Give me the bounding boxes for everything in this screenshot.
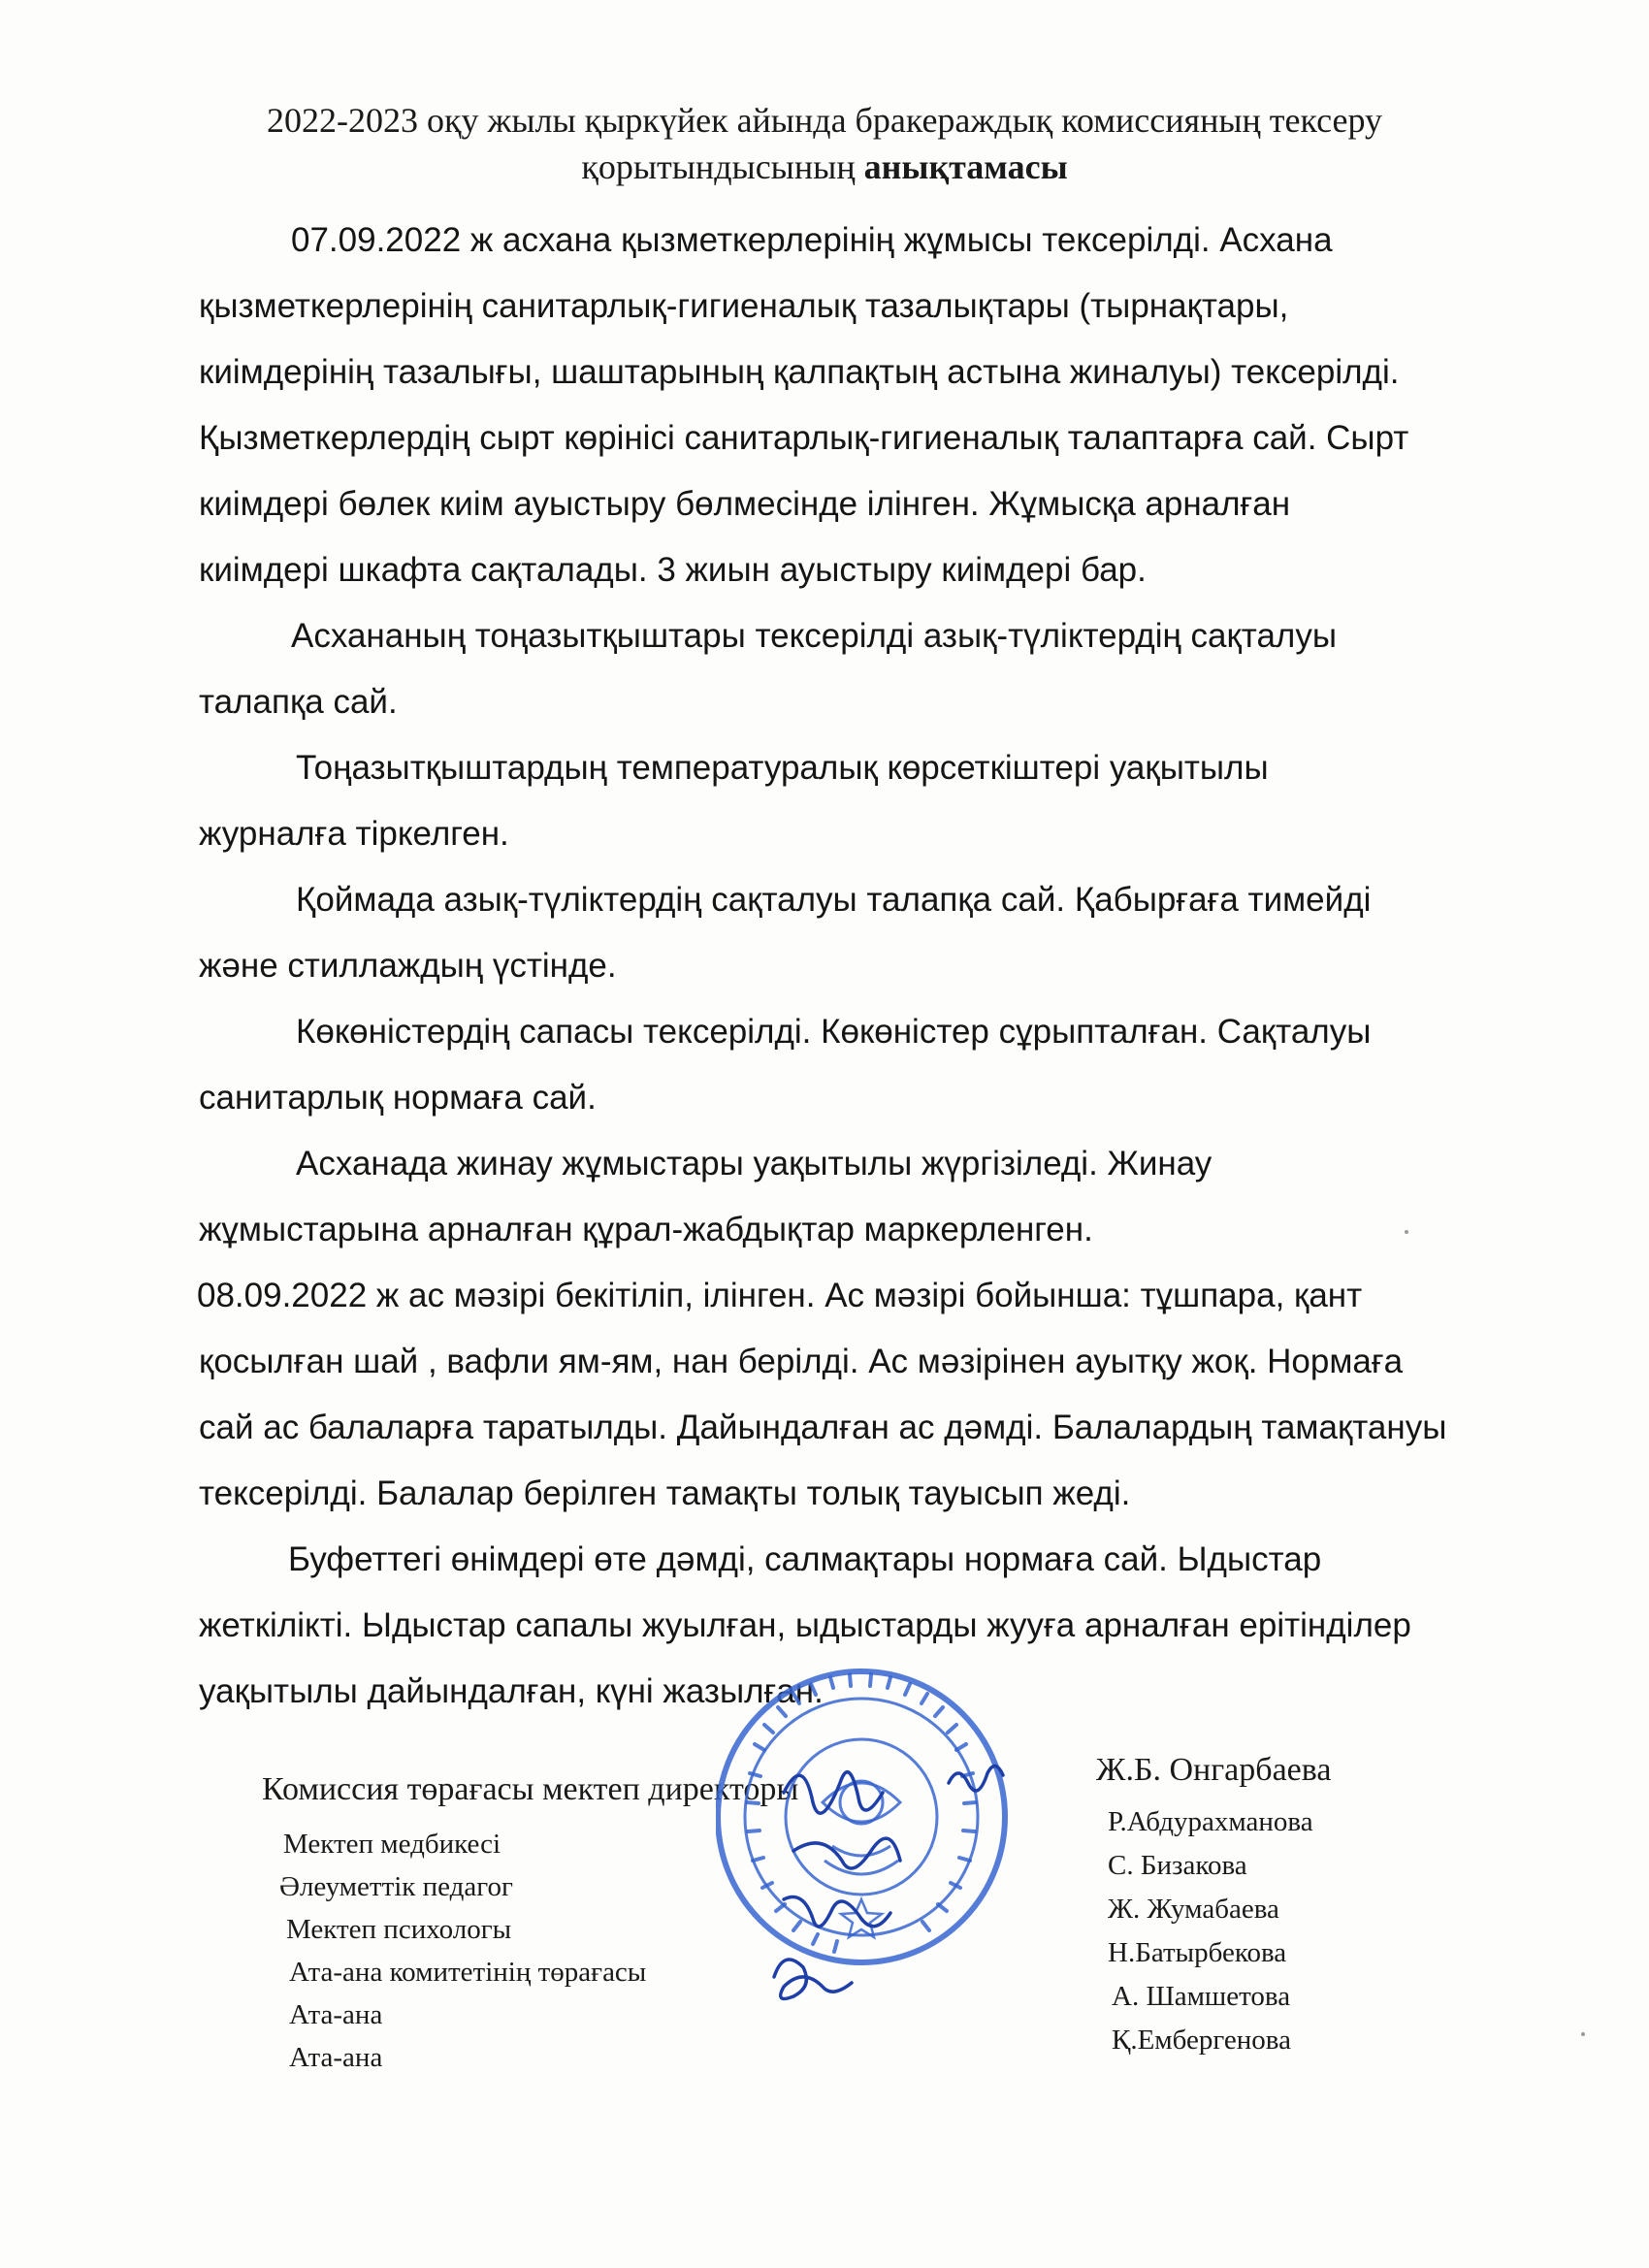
body-line: Тоңазытқыштардың температуралық көрсеткіштері уақытылы	[296, 749, 1269, 787]
signature-name: Ж.Б. Онгарбаева	[1096, 1752, 1332, 1788]
stamp-seal-icon	[716, 1657, 1036, 2025]
body-line: Көкөністердің сапасы тексерілді. Көкөністер сұрыпталған. Сақталуы	[296, 1013, 1372, 1051]
body-line: Асхананың тоңазытқыштары тексерілді азық-түліктердің сақталуы	[291, 617, 1337, 655]
body-line: киімдері шкафта сақталады. 3 жиын ауыстыру киімдері бар.	[199, 551, 1147, 589]
signature-name: Қ.Ембергенова	[1112, 2025, 1291, 2056]
signature-role: Мектеп психологы	[286, 1914, 512, 1945]
signature-role: Ата-ана	[289, 1999, 383, 2030]
body-line: жұмыстарына арналған құрал-жабдықтар маркерленген.	[199, 1211, 1093, 1248]
signature-name: С. Бизакова	[1108, 1850, 1247, 1881]
body-line: қызметкерлерінің санитарлық-гигиеналық тазалықтары (тырнақтары,	[199, 287, 1289, 325]
body-line: журналға тіркелген.	[199, 815, 509, 853]
signature-role: Комиссия төрағасы мектеп директоры	[262, 1771, 799, 1807]
signature-role: Ата-ана	[289, 2042, 383, 2073]
body-line: жеткілікті. Ыдыстар сапалы жуылған, ыдыстарды жууға арналған ерітінділер	[199, 1606, 1411, 1644]
body-line: талапқа сай.	[199, 683, 398, 721]
body-line: Қоймада азық-түліктердің сақталуы талапқа сай. Қабырғаға тимейді	[296, 881, 1372, 919]
body-line: қосылған шай , вафли ям-ям, нан берілді. Ас мәзірінен ауытқу жоқ. Нормаға	[199, 1343, 1404, 1380]
body-line: Асханада жинау жұмыстары уақытылы жүргізіледі. Жинау	[296, 1145, 1212, 1183]
signature-role: Әлеуметтік педагог	[279, 1871, 513, 1902]
body-line: және стиллаждың үстінде.	[199, 947, 617, 985]
body-line: киімдері бөлек киім ауыстыру бөлмесінде ілінген. Жұмысқа арналған	[199, 485, 1291, 523]
scan-speck	[1581, 2032, 1585, 2036]
body-line: Қызметкерлердің сырт көрінісі санитарлық-гигиеналық талаптарға сай. Сырт	[199, 419, 1409, 457]
signature-name: Н.Батырбекова	[1108, 1937, 1287, 1968]
signature-name: Р.Абдурахманова	[1108, 1806, 1313, 1837]
signature-role: Мектеп медбикесі	[283, 1829, 501, 1860]
title-line-2-normal: қорытындысының	[581, 147, 864, 186]
official-stamp	[716, 1657, 1036, 2025]
body-line: 07.09.2022 ж асхана қызметкерлерінің жұмысы тексерілді. Асхана	[291, 221, 1333, 259]
body-line: уақытылы дайындалған, күні жазылған.	[199, 1672, 824, 1710]
signature-role: Ата-ана комитетінің төрағасы	[289, 1957, 647, 1988]
signature-name: А. Шамшетова	[1112, 1981, 1291, 2012]
body-line: сай ас балаларға таратылды. Дайындалған ас дәмді. Балалардың тамақтануы	[199, 1409, 1447, 1446]
body-line: тексерілді. Балалар берілген тамақты толық тауысып жеді.	[199, 1474, 1131, 1512]
body-line: киімдерінің тазалығы, шаштарының қалпақтың астына жиналуы) тексерілді.	[199, 353, 1400, 391]
body-line: 08.09.2022 ж ас мәзірі бекітіліп, ілінген. Ас мәзірі бойынша: тұшпара, қант	[197, 1277, 1363, 1314]
signature-name: Ж. Жумабаева	[1108, 1894, 1279, 1925]
body-line: Буфеттегі өнімдері өте дәмді, салмақтары нормаға сай. Ыдыстар	[288, 1540, 1322, 1578]
body-line: санитарлық нормаға сай.	[199, 1079, 597, 1117]
scan-speck	[1405, 1230, 1408, 1234]
title-line-2-bold: анықтамасы	[863, 147, 1068, 186]
title-line-1: 2022-2023 оқу жылы қыркүйек айында бракераждық комиссияның тексеру	[266, 101, 1383, 140]
